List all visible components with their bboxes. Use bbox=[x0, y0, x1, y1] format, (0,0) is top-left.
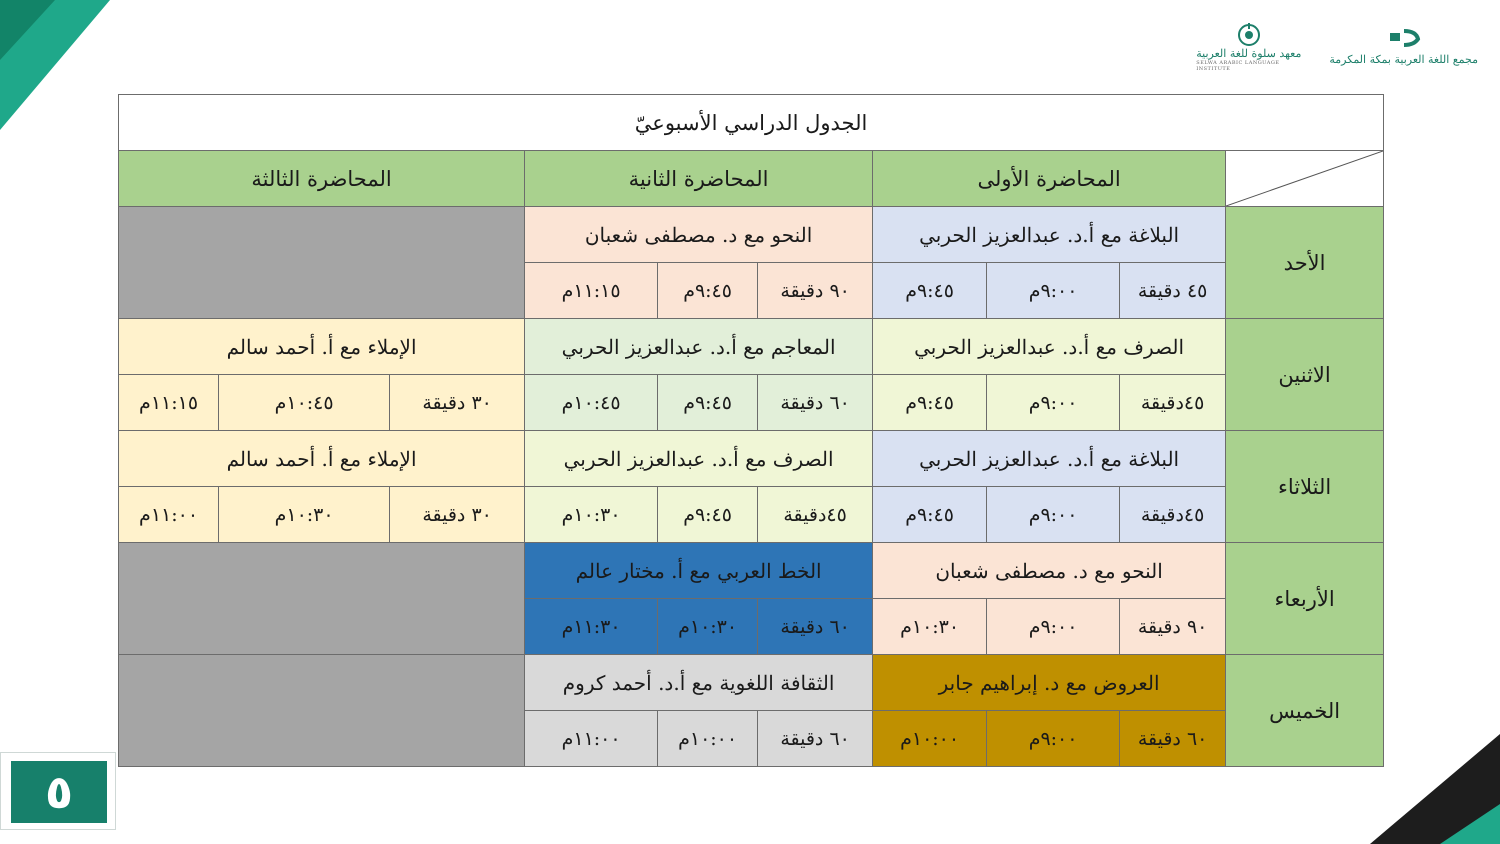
lecture-2-duration: ٦٠ دقيقة bbox=[758, 711, 873, 767]
lecture-3-end: ١١:٠٠م bbox=[119, 487, 219, 543]
schedule-time-row bbox=[119, 375, 1384, 431]
lecture-2-end: ١٠:٤٥م bbox=[525, 375, 658, 431]
lecture-1-name: الصرف مع أ.د. عبدالعزيز الحربي bbox=[873, 319, 1226, 375]
corner-decoration-top-left-inner bbox=[0, 0, 55, 60]
lecture-1-name: العروض مع د. إبراهيم جابر bbox=[873, 655, 1226, 711]
lecture-1-name: البلاغة مع أ.د. عبدالعزيز الحربي bbox=[873, 431, 1226, 487]
lecture-1-name: البلاغة مع أ.د. عبدالعزيز الحربي bbox=[873, 207, 1226, 263]
lecture-1-duration: ٤٥ دقيقة bbox=[1120, 263, 1226, 319]
page-number: ٥ bbox=[11, 761, 107, 823]
schedule-row bbox=[119, 207, 1384, 263]
selwa-logo-subtitle: SELWA ARABIC LANGUAGE INSTITUTE bbox=[1196, 59, 1280, 72]
lecture-2-start: ٩:٤٥م bbox=[658, 375, 758, 431]
lecture-1-duration: ٦٠ دقيقة bbox=[1120, 711, 1226, 767]
schedule-row bbox=[119, 319, 1384, 375]
corner-decoration-bottom-right-accent bbox=[1440, 804, 1500, 844]
lecture-2-name: النحو مع د. مصطفى شعبان bbox=[525, 207, 873, 263]
academy-emblem-icon bbox=[1386, 27, 1422, 53]
lecture-3-start: ١٠:٤٥م bbox=[219, 375, 390, 431]
day-label: الأربعاء bbox=[1226, 543, 1384, 655]
lecture-2-start: ١٠:٣٠م bbox=[658, 599, 758, 655]
lecture-2-name: الصرف مع أ.د. عبدالعزيز الحربي bbox=[525, 431, 873, 487]
lecture-1-name: النحو مع د. مصطفى شعبان bbox=[873, 543, 1226, 599]
selwa-institute-logo bbox=[1196, 21, 1301, 72]
lecture-1-end: ١٠:٠٠م bbox=[873, 711, 987, 767]
lecture-1-end: ٩:٤٥م bbox=[873, 375, 987, 431]
lecture-1-start: ٩:٠٠م bbox=[987, 711, 1120, 767]
header-lecture-3: المحاضرة الثالثة bbox=[119, 151, 525, 207]
academy-logo bbox=[1329, 27, 1478, 66]
empty-slot bbox=[119, 207, 525, 319]
lecture-3-duration: ٣٠ دقيقة bbox=[390, 375, 525, 431]
lecture-2-duration: ٤٥دقيقة bbox=[758, 487, 873, 543]
page-number-box bbox=[0, 752, 116, 830]
lecture-3-end: ١١:١٥م bbox=[119, 375, 219, 431]
academy-logo-text: مجمع اللغة العربية بمكة المكرمة bbox=[1329, 52, 1478, 66]
day-label: الخميس bbox=[1226, 655, 1384, 767]
lecture-2-start: ٩:٤٥م bbox=[658, 487, 758, 543]
corner-diagonal-cell bbox=[1226, 151, 1384, 207]
lecture-2-end: ١١:١٥م bbox=[525, 263, 658, 319]
lecture-2-duration: ٦٠ دقيقة bbox=[758, 375, 873, 431]
lecture-1-start: ٩:٠٠م bbox=[987, 263, 1120, 319]
lecture-2-name: المعاجم مع أ.د. عبدالعزيز الحربي bbox=[525, 319, 873, 375]
lecture-1-start: ٩:٠٠م bbox=[987, 487, 1120, 543]
day-label: الثلاثاء bbox=[1226, 431, 1384, 543]
header-logos bbox=[1196, 14, 1478, 78]
lecture-2-end: ١٠:٣٠م bbox=[525, 487, 658, 543]
schedule-row bbox=[119, 543, 1384, 599]
lecture-3-start: ١٠:٣٠م bbox=[219, 487, 390, 543]
lecture-1-end: ٩:٤٥م bbox=[873, 263, 987, 319]
header-lecture-1: المحاضرة الأولى bbox=[873, 151, 1226, 207]
schedule-time-row bbox=[119, 487, 1384, 543]
lecture-1-duration: ٩٠ دقيقة bbox=[1120, 599, 1226, 655]
lecture-1-end: ٩:٤٥م bbox=[873, 487, 987, 543]
table-title: الجدول الدراسي الأسبوعيّ bbox=[119, 95, 1384, 151]
lecture-3-duration: ٣٠ دقيقة bbox=[390, 487, 525, 543]
lecture-1-duration: ٤٥دقيقة bbox=[1120, 487, 1226, 543]
lecture-2-name: الخط العربي مع أ. مختار عالم bbox=[525, 543, 873, 599]
lecture-1-start: ٩:٠٠م bbox=[987, 375, 1120, 431]
lecture-2-end: ١١:٠٠م bbox=[525, 711, 658, 767]
header-lecture-2: المحاضرة الثانية bbox=[525, 151, 873, 207]
lecture-1-start: ٩:٠٠م bbox=[987, 599, 1120, 655]
day-label: الأحد bbox=[1226, 207, 1384, 319]
lecture-2-duration: ٦٠ دقيقة bbox=[758, 599, 873, 655]
empty-slot bbox=[119, 543, 525, 655]
lecture-1-duration: ٤٥دقيقة bbox=[1120, 375, 1226, 431]
lecture-2-start: ٩:٤٥م bbox=[658, 263, 758, 319]
weekly-schedule-table bbox=[118, 94, 1384, 767]
lecture-2-start: ١٠:٠٠م bbox=[658, 711, 758, 767]
empty-slot bbox=[119, 655, 525, 767]
schedule-row bbox=[119, 431, 1384, 487]
institute-emblem-icon bbox=[1236, 21, 1262, 47]
lecture-2-end: ١١:٣٠م bbox=[525, 599, 658, 655]
day-label: الاثنين bbox=[1226, 319, 1384, 431]
schedule-row bbox=[119, 655, 1384, 711]
selwa-logo-text: معهد سلوة للغة العربية bbox=[1196, 46, 1302, 60]
lecture-1-end: ١٠:٣٠م bbox=[873, 599, 987, 655]
lecture-2-name: الثقافة اللغوية مع أ.د. أحمد كروم bbox=[525, 655, 873, 711]
lecture-3-name: الإملاء مع أ. أحمد سالم bbox=[119, 319, 525, 375]
lecture-2-duration: ٩٠ دقيقة bbox=[758, 263, 873, 319]
lecture-3-name: الإملاء مع أ. أحمد سالم bbox=[119, 431, 525, 487]
